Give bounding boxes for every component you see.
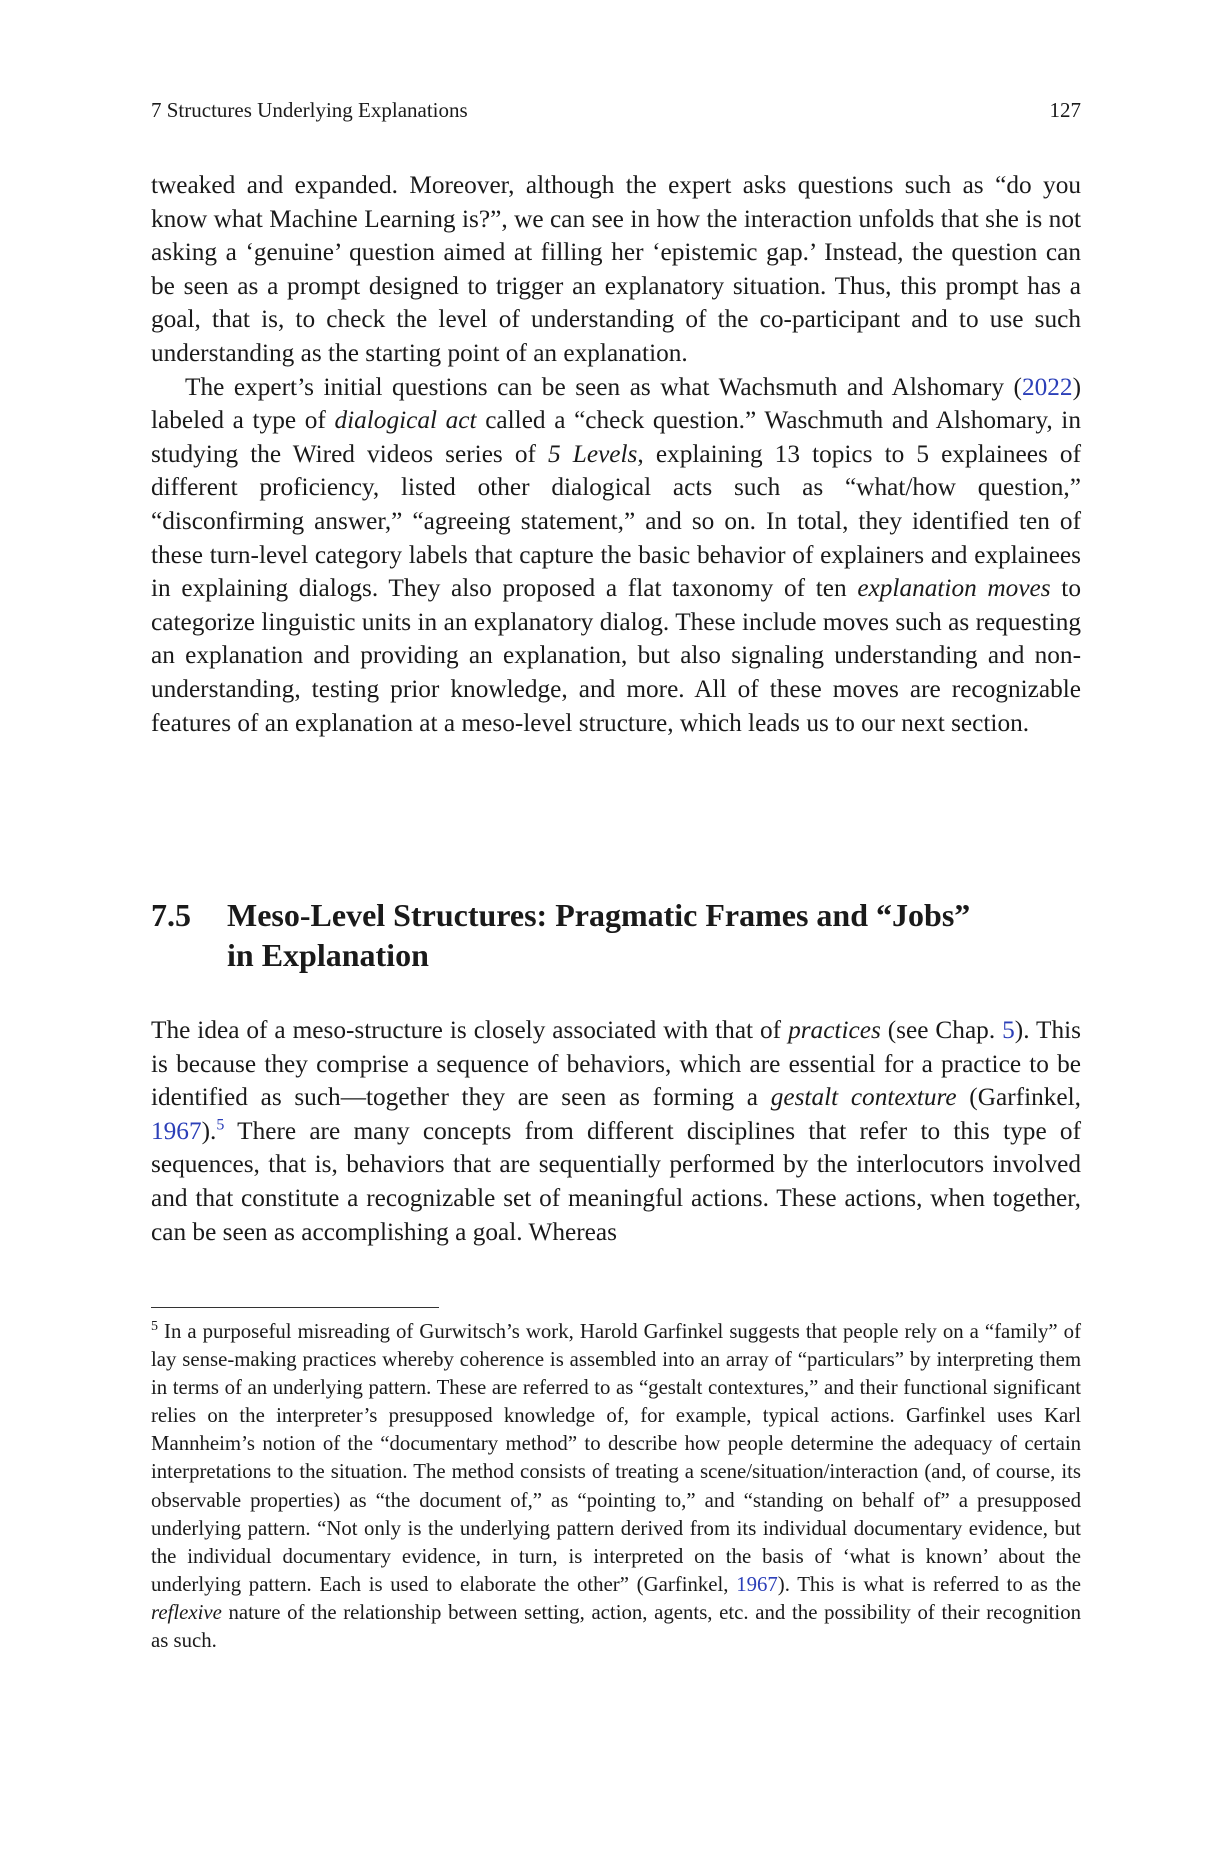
body-text-section bbox=[151, 1014, 1081, 1249]
citation-link[interactable]: 1967 bbox=[151, 1116, 202, 1145]
paragraph: tweaked and expanded. Moreover, although the expert asks questions such as “do you know what Machine Learning is?”, we can see in how the interaction unfolds that she is not asking a ‘genuine’ question aimed at filling her ‘epistemic gap.’ Instead, the question can be seen as a prompt designed to trigger an explanatory situation. Thus, this prompt has a goal, that is, to check the level of understanding of the co-participant and to use such understanding as the starting point of an explanation. bbox=[151, 171, 1081, 367]
running-head bbox=[151, 98, 1081, 126]
body-text-top bbox=[151, 169, 1081, 740]
section-number: 7.5 bbox=[151, 897, 191, 933]
section-title: Meso-Level Structures: Pragmatic Frames and “Jobs” in Explanation bbox=[227, 897, 971, 973]
page-number: 127 bbox=[1049, 98, 1081, 122]
paragraph: The expert’s initial questions can be seen as what Wachsmuth and Alshomary (2022) labeled a type of dialogical act called a “check question.” Waschmuth and Alshomary, in studying the Wired videos series of 5 Levels, explaining 13 topics to 5 explainees of different proficiency, listed other dialogical acts such as “what/how question,” “disconfirming answer,” “agreeing statement,” and so on. In total, they identified ten of these turn-level category labels that capture the basic behavior of explainers and explainees in explaining dialogs. They also proposed a flat taxonomy of ten explanation moves to categorize linguistic units in an explanatory dialog. These include moves such as requesting an explanation and providing an explanation, but also signaling understanding and non-understanding, testing prior knowledge, and more. All of these moves are recognizable features of an explanation at a meso-level structure, which leads us to our next section. bbox=[151, 372, 1081, 737]
paragraph: The idea of a meso-structure is closely associated with that of practices (see Chap. 5). This is because they comprise a sequence of behaviors, which are essential for a practice to be identified as such—together they are seen as forming a gestalt contexture (Garfinkel, 1967).$^5$ There are many concepts from different disciplines that refer to this type of sequences, that is, behaviors that are sequentially performed by the interlocutors involved and that constitute a recognizable set of meaningful actions. These actions, when together, can be seen as accomplishing a goal. Whereas bbox=[151, 1016, 1082, 1246]
citation-link[interactable]: 2022 bbox=[1021, 372, 1073, 401]
running-head-chapter: 7 Structures Underlying Explanations bbox=[151, 98, 468, 122]
citation-link[interactable]: 1967 bbox=[736, 1572, 778, 1596]
footnote-mark: 5 bbox=[151, 1319, 158, 1335]
footnote-reference[interactable]: 5 bbox=[216, 1116, 225, 1134]
footnote: $^5$ In a purposeful misreading of Gurwitsch’s work, Harold Garfinkel suggests that people rely on a “family” of lay sense-making practices whereby coherence is assembled into an array of “particulars” by interpreting them in terms of an underlying pattern. These are referred to as “gestalt contextures,” and their functional significant relies on the interpreter’s presupposed knowledge of, for example, typical actions. Garfinkel uses Karl Mannheim’s notion of the “documentary method” to describe how people determine the adequacy of certain interpretations to the situation. The method consists of treating a scene/situation/interaction (and, of course, its observable properties) as “the document of,” as “pointing to,” and “standing on behalf of” a presupposed underlying pattern. “Not only is the underlying pattern derived from its individual documentary evidence, but the individual documentary evidence, in turn, is interpreted on the basis of ‘what is known’ about the underlying pattern. Each is used to elaborate the other” (Garfinkel, 1967). This is what is referred to as the reflexive nature of the relationship between setting, action, agents, etc. and the possibility of their recognition as such. bbox=[151, 1319, 1081, 1653]
footnote-divider bbox=[151, 1307, 439, 1308]
chapter-link[interactable]: 5 bbox=[1002, 1016, 1015, 1044]
book-page bbox=[151, 0, 1081, 1850]
